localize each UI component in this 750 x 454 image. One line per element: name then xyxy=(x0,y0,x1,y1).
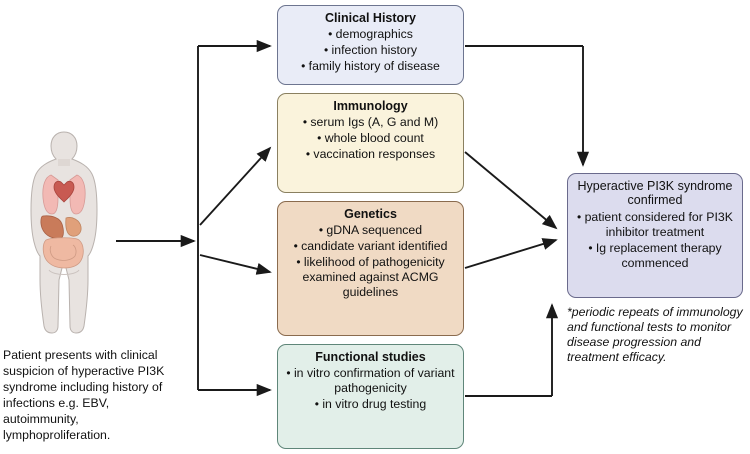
list-item xyxy=(576,210,734,240)
list-item xyxy=(286,59,455,74)
footnote-periodic-repeats: *periodic repeats of immunology and functional tests to monitor disease progression and treatment efficacy. xyxy=(567,305,743,365)
box-diagnosis-confirmed-title: Hyperactive PI3K syndrome confirmed xyxy=(577,179,733,208)
list-item xyxy=(286,366,455,396)
list-item xyxy=(286,115,455,130)
list-item-label: likelihood of pathogenicity examined against ACMG guidelines xyxy=(302,255,445,300)
list-item xyxy=(286,223,455,238)
list-item-label: vaccination responses xyxy=(313,147,436,162)
bullet-icon: • xyxy=(317,131,325,146)
bullet-icon: • xyxy=(314,397,323,412)
bullet-icon: • xyxy=(588,240,596,255)
box-genetics-title: Genetics xyxy=(344,207,397,221)
patient-caption: Patient presents with clinical suspicion of hyperactive PI3K syndrome including history of infections e.g. EBV, autoimmunity, lymphoproliferation. xyxy=(3,348,165,442)
bullet-icon: • xyxy=(328,27,336,42)
list-item-label: whole blood count xyxy=(324,131,424,146)
patient-figure-icon xyxy=(18,130,110,335)
box-genetics xyxy=(277,201,464,336)
list-item-label: infection history xyxy=(331,43,417,58)
list-item-label: candidate variant identified xyxy=(301,239,448,254)
box-immunology-title: Immunology xyxy=(333,99,408,113)
list-item xyxy=(286,397,455,412)
list-item xyxy=(286,255,455,300)
list-item xyxy=(286,239,455,254)
bullet-icon: • xyxy=(324,43,332,58)
list-item xyxy=(286,27,455,42)
bullet-icon: • xyxy=(305,147,314,162)
list-item-label: serum Igs (A, G and M) xyxy=(310,115,439,130)
box-clinical-history-list xyxy=(286,27,455,74)
bullet-icon: • xyxy=(296,255,304,270)
list-item xyxy=(286,43,455,58)
list-item xyxy=(576,241,734,271)
bullet-icon: • xyxy=(302,115,311,130)
bullet-icon: • xyxy=(293,239,302,254)
list-item-label: in vitro drug testing xyxy=(322,397,427,412)
list-item-label: in vitro confirmation of variant pathogenicity xyxy=(293,366,455,396)
box-diagnosis-confirmed xyxy=(567,173,743,298)
box-immunology-list xyxy=(286,115,455,162)
bullet-icon: • xyxy=(286,366,294,381)
list-item-label: Ig replacement therapy commenced xyxy=(595,240,722,270)
list-item xyxy=(286,131,455,146)
list-item-label: gDNA sequenced xyxy=(326,223,423,238)
box-clinical-history xyxy=(277,5,464,85)
box-clinical-history-title: Clinical History xyxy=(325,11,416,25)
box-functional-studies xyxy=(277,344,464,449)
list-item-label: demographics xyxy=(335,27,413,42)
list-item-label: family history of disease xyxy=(308,59,440,74)
box-genetics-list xyxy=(286,223,455,300)
list-item xyxy=(286,147,455,162)
box-immunology xyxy=(277,93,464,193)
box-functional-studies-list xyxy=(286,366,455,412)
box-functional-studies-title: Functional studies xyxy=(315,350,426,364)
bullet-icon: • xyxy=(577,209,585,224)
bullet-icon: • xyxy=(301,59,309,74)
bullet-icon: • xyxy=(318,223,327,238)
list-item-label: patient considered for PI3K inhibitor treatment xyxy=(584,209,733,239)
box-diagnosis-confirmed-list xyxy=(576,210,734,271)
